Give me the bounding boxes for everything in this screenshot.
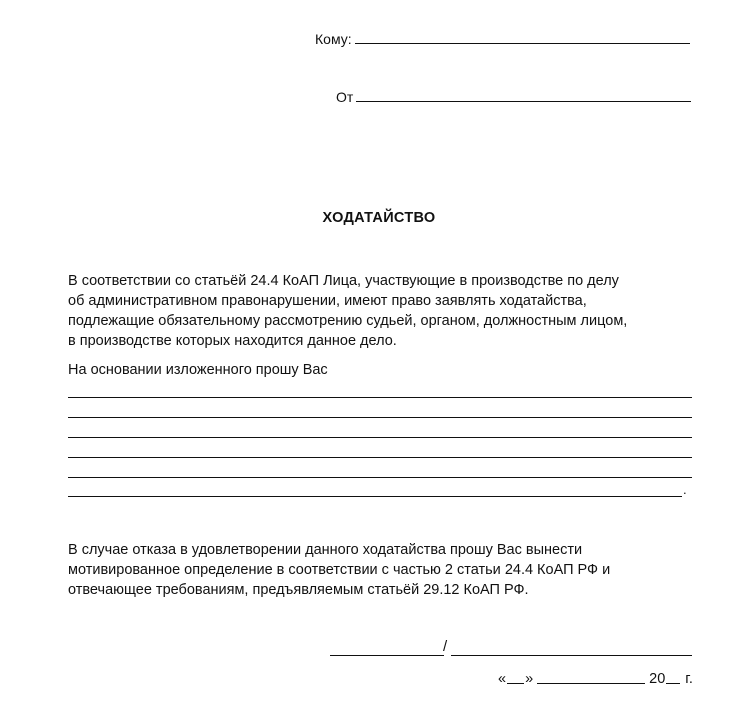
paragraph-line: отвечающее требованиям, предъявляемым статьёй 29.12 КоАП РФ. xyxy=(68,582,529,598)
date-day-blank[interactable] xyxy=(507,682,524,684)
request-blank-line[interactable] xyxy=(68,397,692,398)
paragraph-line: в производстве которых находится данное дело. xyxy=(68,333,397,349)
paragraph-line: На основании изложенного прошу Вас xyxy=(68,362,328,378)
date-close-quote: » xyxy=(525,671,534,687)
paragraph-line: подлежащие обязательному рассмотрению судьей, органом, должностным лицом, xyxy=(68,313,628,329)
date-year-prefix: 20 xyxy=(649,671,666,687)
signature-line[interactable] xyxy=(330,655,444,656)
paragraph-line: об административном правонарушении, имеют право заявлять ходатайства, xyxy=(68,293,587,309)
date-year-blank[interactable] xyxy=(666,682,680,684)
paragraph-legal-basis xyxy=(68,271,708,351)
request-blank-line[interactable] xyxy=(68,417,692,418)
paragraph-request xyxy=(68,360,708,380)
paragraph-line: В случае отказа в удовлетворении данного ходатайства прошу Вас вынести xyxy=(68,542,583,558)
from-input-line[interactable] xyxy=(356,100,691,102)
from-field xyxy=(336,89,691,105)
paragraph-refusal xyxy=(68,540,708,600)
document-title: ХОДАТАЙСТВО xyxy=(322,210,436,226)
date-month-blank[interactable] xyxy=(537,682,645,684)
to-label: Кому: xyxy=(315,31,352,47)
signature-name-line[interactable] xyxy=(451,655,692,656)
request-blank-line[interactable] xyxy=(68,477,692,478)
signature-separator: / xyxy=(443,638,448,655)
paragraph-line: мотивированное определение в соответствии с частью 2 статьи 24.4 КоАП РФ и xyxy=(68,562,611,578)
from-label: От xyxy=(336,89,354,105)
to-input-line[interactable] xyxy=(355,42,690,44)
date-year-suffix: г. xyxy=(685,671,693,687)
blank-end-mark: . xyxy=(683,482,687,497)
request-blank-line[interactable] xyxy=(68,437,692,438)
paragraph-line: В соответствии со статьёй 24.4 КоАП Лица, участвующие в производстве по делу xyxy=(68,273,619,289)
request-blank-line[interactable] xyxy=(68,496,682,497)
to-field xyxy=(315,31,690,47)
date-field xyxy=(498,671,693,687)
request-blank-line[interactable] xyxy=(68,457,692,458)
date-open-quote: « xyxy=(498,671,507,687)
